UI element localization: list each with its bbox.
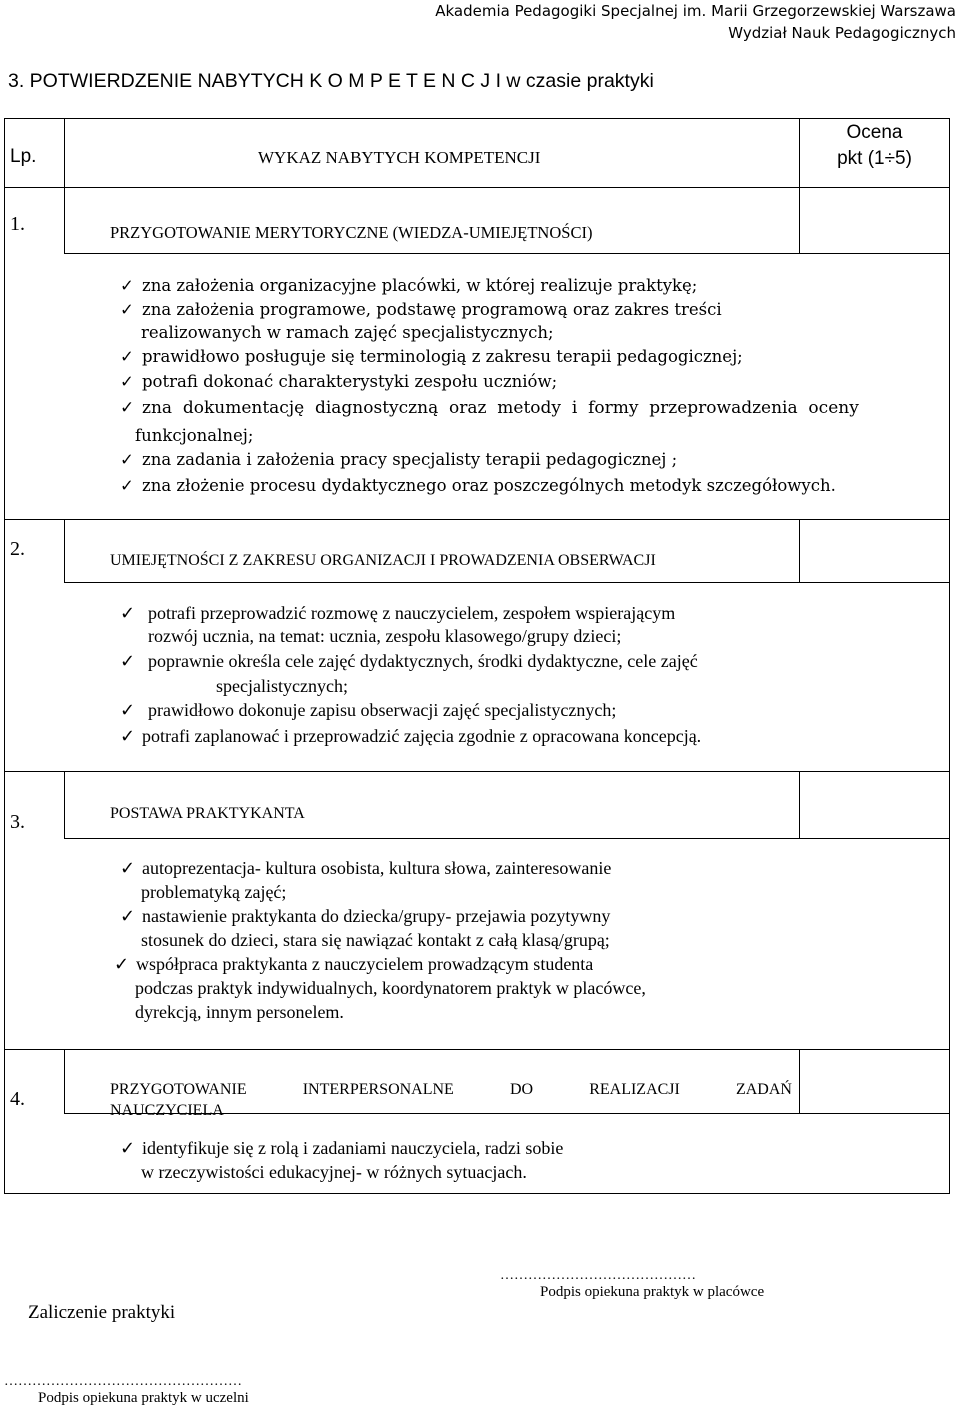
s3-item-3: ✓ współpraca praktykanta z nauczycielem prowadzącym studenta (114, 954, 594, 975)
s2-item-1-cont: rozwój ucznia, na temat: ucznia, zespołu klasowego/grupy dzieci; (148, 626, 622, 646)
s3-item-3-cont-2: dyrekcją, innym personelem. (135, 1002, 344, 1022)
zaliczenie-label: Zaliczenie praktyki (28, 1302, 176, 1323)
row-sep-header (4, 187, 950, 188)
col-sep-grade-3 (799, 771, 800, 839)
s3-item-2-cont: stosunek do dzieci, stara się nawiązać kontakt z całą klasą/grupą; (141, 930, 610, 950)
signature-line-uczelnia: …………………………………………… (4, 1374, 242, 1389)
s3-item-1-cont: problematyką zajęć; (141, 882, 287, 902)
check-icon: ✓ (120, 1138, 136, 1159)
section-4-title: PRZYGOTOWANIE INTERPERSONALNE DO REALIZACJI ZADAŃ (110, 1081, 792, 1098)
check-icon: ✓ (120, 603, 136, 624)
check-icon: ✓ (120, 700, 136, 721)
section-1-number: 1. (10, 213, 25, 235)
col-sep-lp (64, 118, 65, 254)
header-grade-2: pkt (1÷5) (837, 148, 912, 169)
check-icon: ✓ (120, 858, 136, 879)
s3-item-1: ✓ autoprezentacja- kultura osobista, kultura słowa, zainteresowanie (120, 858, 612, 879)
check-icon: ✓ (120, 726, 136, 747)
s2-item-3: ✓ prawidłowo dokonuje zapisu obserwacji zajęć specjalistycznych; (120, 700, 617, 721)
s4-item-1-cont: w rzeczywistości edukacyjnej- w różnych sytuacjach. (141, 1162, 527, 1182)
check-icon: ✓ (120, 450, 134, 469)
col-sep-grade-2 (799, 519, 800, 583)
s2-item-2: ✓ poprawnie określa cele zajęć dydaktycznych, środki dydaktyczne, cele zajęć (120, 651, 698, 672)
check-icon: ✓ (120, 398, 135, 418)
s2-item-4: ✓ potrafi zaplanować i przeprowadzić zajęcia zgodnie z opracowana koncepcją. (120, 726, 702, 747)
col-sep-lp-3 (64, 771, 65, 839)
section-3-title: POSTAWA PRAKTYKANTA (110, 805, 305, 822)
check-icon: ✓ (120, 300, 134, 319)
s1-item-3: ✓ prawidłowo posługuje się terminologią z zakresu terapii pedagogicznej; (120, 347, 743, 366)
row-sep-s1 (4, 519, 950, 520)
section-2-title: UMIEJĘTNOŚCI Z ZAKRESU ORGANIZACJI I PROWADZENIA OBSERWACJI (110, 552, 656, 569)
row-sep-s2-title (64, 582, 950, 583)
header-lp: Lp. (10, 146, 37, 167)
faculty-name: Wydział Nauk Pedagogicznych (728, 24, 956, 42)
s3-item-2: ✓ nastawienie praktykanta do dziecka/grupy- przejawia pozytywny (120, 906, 611, 927)
row-sep-s1-title (64, 253, 950, 254)
s1-item-7: ✓ zna złożenie procesu dydaktycznego oraz poszczególnych metodyk szczegółowych. (120, 476, 836, 495)
header-list: WYKAZ NABYTYCH KOMPETENCJI (258, 148, 541, 167)
section-1-title: PRZYGOTOWANIE MERYTORYCZNE (WIEDZA-UMIEJĘTNOŚCI) (110, 223, 593, 242)
signature-label-placowka: Podpis opiekuna praktyk w placówce (540, 1284, 765, 1300)
signature-line-placowka: …………………………………… (500, 1268, 696, 1283)
s1-item-5: ✓ zna dokumentację diagnostyczną oraz metody i formy przeprowadzenia oceny (120, 398, 859, 418)
s1-item-4: ✓ potrafi dokonać charakterystyki zespołu uczniów; (120, 372, 558, 391)
table-border-right (949, 118, 950, 1194)
s1-item-6: ✓ zna zadania i założenia pracy specjalisty terapii pedagogicznej ; (120, 450, 678, 469)
check-icon: ✓ (120, 651, 136, 672)
table-border-bottom (4, 1193, 950, 1194)
table-border-left (4, 118, 5, 1194)
check-icon: ✓ (120, 347, 134, 366)
signature-label-uczelnia: Podpis opiekuna praktyk w uczelni (38, 1390, 249, 1406)
check-icon: ✓ (120, 372, 134, 391)
section-3-number: 3. (10, 811, 25, 833)
s2-item-2-cont: specjalistycznych; (216, 676, 348, 696)
s1-item-5-cont: funkcjonalnej; (135, 426, 254, 445)
table-border-top (4, 118, 950, 119)
check-icon: ✓ (114, 954, 130, 975)
s4-item-1: ✓ identyfikuje się z rolą i zadaniami nauczyciela, radzi sobie (120, 1138, 564, 1159)
s2-item-1: ✓ potrafi przeprowadzić rozmowę z nauczycielem, zespołem wspierającym (120, 603, 676, 624)
s1-item-2: ✓ zna założenia programowe, podstawę programową oraz zakres treści (120, 300, 722, 319)
check-icon: ✓ (120, 276, 134, 295)
s3-item-3-cont: podczas praktyk indywidualnych, koordynatorem praktyk w placówce, (135, 978, 646, 998)
check-icon: ✓ (120, 906, 136, 927)
s1-item-2-cont: realizowanych w ramach zajęć specjalistycznych; (141, 323, 554, 342)
section-4-title-cont: NAUCZYCIELA (110, 1102, 224, 1119)
institution-name: Akademia Pedagogiki Specjalnej im. Marii Grzegorzewskiej Warszawa (435, 2, 956, 20)
col-sep-grade-4 (799, 1049, 800, 1114)
row-sep-s3-title (64, 838, 950, 839)
page-title: 3. POTWIERDZENIE NABYTYCH K O M P E T E N C J I w czasie praktyki (8, 70, 654, 92)
section-4-number: 4. (10, 1088, 25, 1110)
row-sep-s2 (4, 771, 950, 772)
check-icon: ✓ (120, 476, 134, 495)
s1-item-1: ✓ zna założenia organizacyjne placówki, w której realizuje praktykę; (120, 276, 698, 295)
col-sep-lp-4 (64, 1049, 65, 1114)
row-sep-s3 (4, 1049, 950, 1050)
col-sep-lp-2 (64, 519, 65, 583)
section-2-number: 2. (10, 538, 25, 560)
header-grade-1: Ocena (846, 122, 903, 143)
